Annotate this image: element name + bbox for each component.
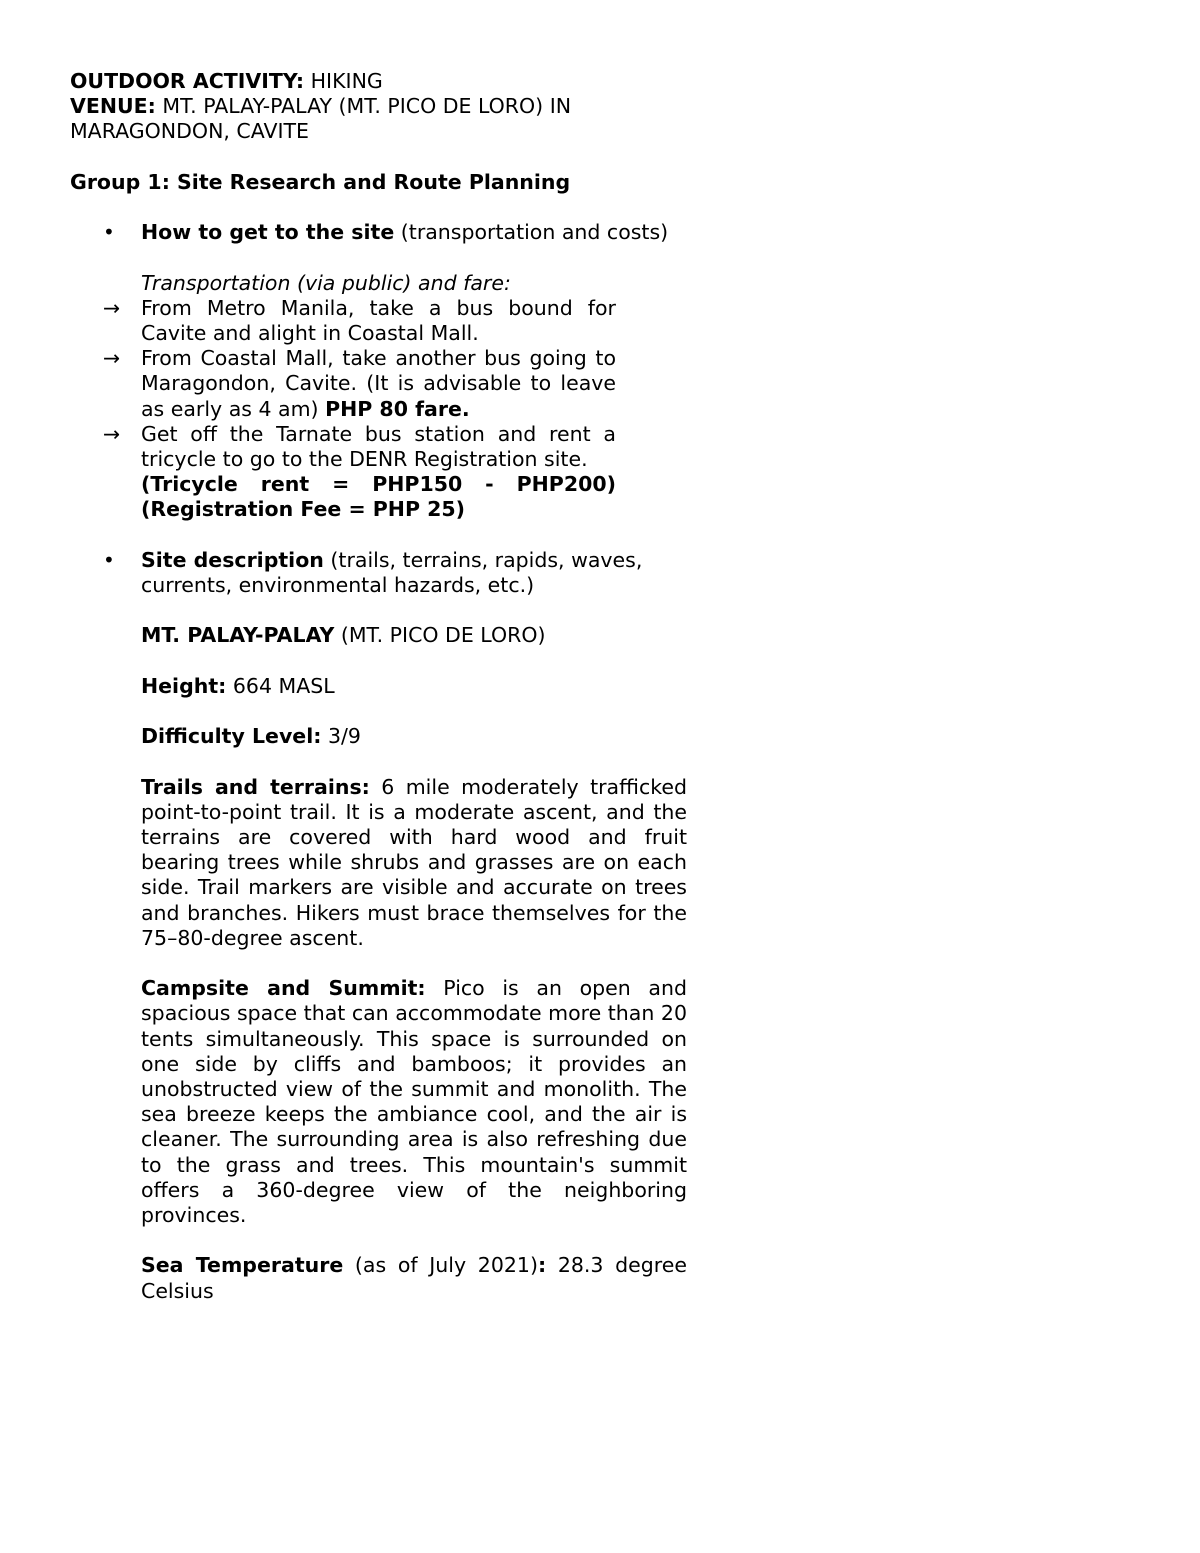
arrow-right-icon: → bbox=[103, 346, 121, 371]
venue-line bbox=[70, 94, 630, 144]
document-page bbox=[70, 69, 1130, 1304]
activity-value: HIKING bbox=[310, 69, 383, 93]
activity-line bbox=[70, 69, 1130, 94]
campsite-paragraph: Campsite and Summit: Pico is an open and spacious space that can accommodate more than 20 tents simultaneously. This space is surrounded on one side by cliffs and bamboos; it provides an unobstructed view of the summit and monolith. The sea breeze keeps the ambiance cool, and the air is cleaner. The surrounding area is also refreshing due to the grass and trees. This mountain's summit offers a 360-degree view of the neighboring provinces. bbox=[141, 976, 687, 1227]
section-site-description bbox=[70, 548, 687, 598]
activity-label: OUTDOOR ACTIVITY: bbox=[70, 69, 305, 93]
list-item: → From Metro Manila, take a bus bound for Cavite and alight in Coastal Mall. bbox=[103, 295, 616, 345]
venue-label: VENUE: bbox=[70, 94, 156, 119]
transport-steps bbox=[70, 296, 1130, 523]
bullet-icon: • bbox=[103, 547, 115, 572]
section-transport-heading: How to get to the site (transportation and costs) bbox=[141, 220, 669, 245]
list-item: → Get off the Tarnate bus station and rent a tricycle to go to the DENR Registration site. (Tricycle rent = PHP150 - PHP200) (Registration Fee = PHP 25) bbox=[103, 421, 616, 522]
height-line: Height: 664 MASL bbox=[141, 673, 335, 698]
mountain-name: MT. PALAY-PALAY (MT. PICO DE LORO) bbox=[141, 623, 546, 648]
bullet-icon: • bbox=[103, 220, 115, 245]
arrow-right-icon: → bbox=[103, 421, 121, 446]
arrow-right-icon: → bbox=[103, 295, 121, 320]
sea-temperature-line: Sea Temperature (as of July 2021): 28.3 degree Celsius bbox=[141, 1253, 687, 1303]
transport-heading: Transportation (via public) and fare: bbox=[141, 270, 511, 295]
trails-paragraph: Trails and terrains: 6 mile moderately trafficked point-to-point trail. It is a moderate ascent, and the terrains are covered with hard wood and fruit bearing trees while shrubs and grasses are on each side. Trail markers are visible and accurate on trees and branches. Hikers must brace themselves for the 75–80-degree ascent. bbox=[141, 774, 687, 950]
group-title: Group 1: Site Research and Route Planning bbox=[70, 169, 571, 194]
section-site-heading: Site description (trails, terrains, rapids, waves, currents, environmental hazards, etc.) bbox=[141, 547, 643, 597]
difficulty-line: Difficulty Level: 3/9 bbox=[141, 724, 361, 749]
section-transport bbox=[70, 220, 687, 245]
venue-value: MT. PALAY-PALAY (MT. PICO DE LORO) IN MARAGONDON, CAVITE bbox=[70, 94, 572, 144]
list-item: → From Coastal Mall, take another bus going to Maragondon, Cavite. (It is advisable to leave as early as 4 am) PHP 80 fare. bbox=[103, 346, 616, 421]
